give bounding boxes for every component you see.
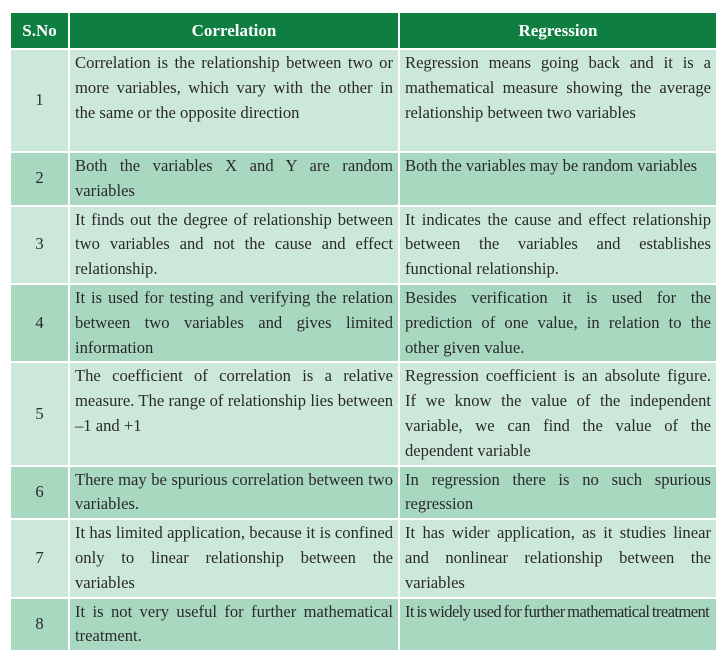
table-row	[11, 49, 716, 152]
regression-cell: Regression means going back and it is a mathematical measure showing the average relationship between two variables	[399, 49, 716, 152]
header-correlation: Correlation	[69, 13, 399, 49]
header-regression: Regression	[399, 13, 716, 49]
regression-cell: It indicates the cause and effect relationship between the variables and establishes functional relationship.	[399, 206, 716, 284]
correlation-cell: It finds out the degree of relationship between two variables and not the cause and effect relationship.	[69, 206, 399, 284]
regression-cell: Regression coefficient is an absolute figure. If we know the value of the independent variable, we can find the value of the dependent variable	[399, 362, 716, 465]
table-row	[11, 206, 716, 284]
regression-cell: Besides verification it is used for the prediction of one value, in relation to the other given value.	[399, 284, 716, 362]
table-row	[11, 598, 716, 652]
row-sno: 4	[11, 284, 69, 362]
table-row	[11, 466, 716, 520]
correlation-cell: There may be spurious correlation between two variables.	[69, 466, 399, 520]
correlation-cell: Correlation is the relationship between two or more variables, which vary with the other in the same or the opposite direction	[69, 49, 399, 152]
row-sno: 1	[11, 49, 69, 152]
row-sno: 6	[11, 466, 69, 520]
row-sno: 8	[11, 598, 69, 652]
header-sno: S.No	[11, 13, 69, 49]
table-row	[11, 362, 716, 465]
regression-cell: It is widely used for further mathematical treatment	[399, 598, 716, 652]
row-sno: 5	[11, 362, 69, 465]
table-row	[11, 152, 716, 206]
regression-cell: Both the variables may be random variables	[399, 152, 716, 206]
row-sno: 3	[11, 206, 69, 284]
row-sno: 7	[11, 519, 69, 597]
correlation-cell: The coefficient of correlation is a relative measure. The range of relationship lies between –1 and +1	[69, 362, 399, 465]
correlation-vs-regression-table	[11, 13, 716, 652]
regression-cell: It has wider application, as it studies linear and nonlinear relationship between the variables	[399, 519, 716, 597]
correlation-cell: Both the variables X and Y are random variables	[69, 152, 399, 206]
table-row	[11, 519, 716, 597]
table-row	[11, 284, 716, 362]
row-sno: 2	[11, 152, 69, 206]
correlation-cell: It is not very useful for further mathematical treatment.	[69, 598, 399, 652]
header-row	[11, 13, 716, 49]
correlation-cell: It has limited application, because it is confined only to linear relationship between the variables	[69, 519, 399, 597]
correlation-cell: It is used for testing and verifying the relation between two variables and gives limited information	[69, 284, 399, 362]
regression-cell: In regression there is no such spurious regression	[399, 466, 716, 520]
